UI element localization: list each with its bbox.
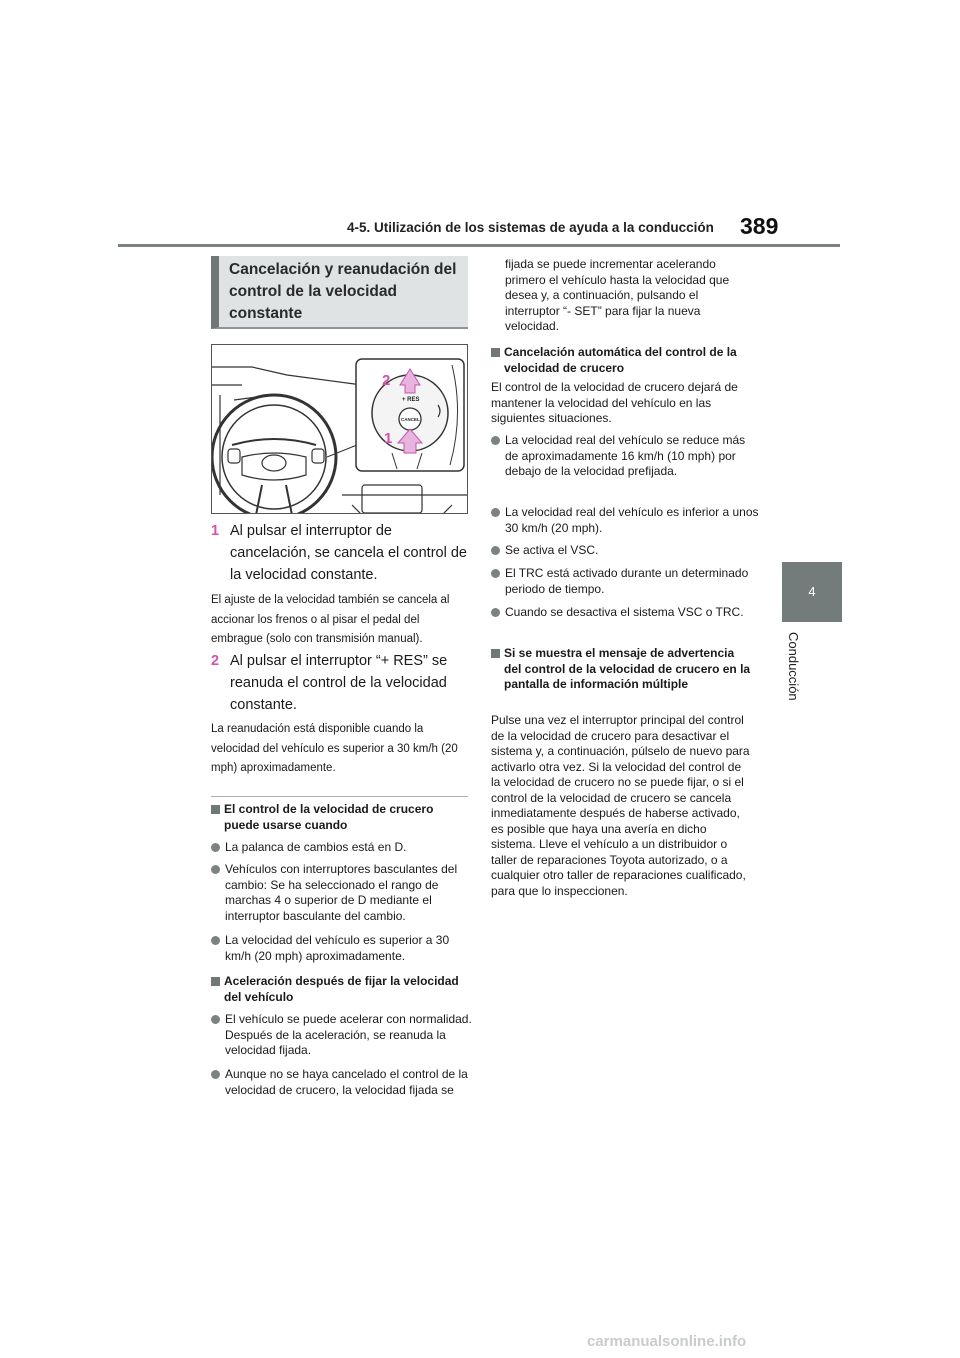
list-item: La velocidad real del vehículo se reduce más de aproximadamente 16 km/h (10 mph) por debajo de la velocidad prefijada. bbox=[491, 433, 754, 480]
list-item: El vehículo se puede acelerar con normalidad. Después de la aceleración, se reanuda la velocidad fijada. bbox=[211, 1012, 481, 1059]
section-heading-box bbox=[211, 256, 468, 329]
square-bullet-icon bbox=[491, 348, 500, 357]
header-title: 4-5. Utilización de los sistemas de ayuda a la conducción bbox=[347, 220, 714, 235]
callout-2: 2 bbox=[382, 372, 391, 389]
list-item bbox=[211, 1067, 468, 1098]
auto-cancel-intro: El control de la velocidad de crucero dejará de mantener la velocidad del vehículo en las siguientes situaciones. bbox=[491, 380, 738, 425]
res-switch-label: + RES bbox=[402, 397, 420, 403]
step-2 bbox=[211, 650, 468, 716]
warning-message-body: Pulse una vez el interruptor principal del control de la velocidad de crucero para desactivar el sistema y, a continuación, púlselo de nuevo para activarlo otra vez. Si la velocidad del control de la velocidad de crucero no se puede fijar, o si el control de la velocidad de crucero se cancela inmediatamente después de haberse activado, es posible que haya una avería en dicho sistema. Lleve el vehículo a un distribuidor o taller de reparaciones Toyota autorizado, o a cualquier otro taller de reparaciones cualificado, para que lo inspeccionen. bbox=[491, 713, 750, 898]
bullet-icon bbox=[211, 1015, 220, 1024]
step-2-text: Al pulsar el interruptor “+ RES” se reanuda el control de la velocidad constante. bbox=[230, 653, 448, 713]
step-2-number: 2 bbox=[211, 653, 220, 669]
switch-callout bbox=[356, 359, 464, 471]
list-item: El TRC está activado durante un determinado periodo de tiempo. bbox=[491, 566, 754, 597]
list-item: La velocidad del vehículo es superior a 30 km/h (20 mph) aproximadamente. bbox=[211, 933, 468, 964]
list-item-part-1: Aunque no se haya cancelado el control de la velocidad de crucero, la velocidad fijada se bbox=[225, 1067, 468, 1097]
divider bbox=[211, 796, 468, 797]
square-bullet-icon bbox=[211, 805, 220, 814]
bullet-icon bbox=[491, 546, 500, 555]
list-item: Vehículos con interruptores basculantes del cambio: Se ha seleccionado el rango de marchas 4 o superior de D mediante el interruptor basculante del cambio. bbox=[211, 862, 481, 924]
list-item: La palanca de cambios está en D. bbox=[211, 840, 468, 856]
bullet-icon bbox=[211, 843, 220, 852]
subheading-acceleration: Aceleración después de fijar la velocidad del vehículo bbox=[211, 974, 468, 1005]
bullet-icon bbox=[211, 936, 220, 945]
step-1-text: Al pulsar el interruptor de cancelación, se cancela el control de la velocidad constante. bbox=[230, 523, 467, 583]
steering-wheel-illustration bbox=[212, 345, 468, 514]
section-title: Cancelación y reanudación del control de la velocidad constante bbox=[229, 261, 457, 322]
page-number: 389 bbox=[740, 213, 779, 239]
subheading-warning-message: Si se muestra el mensaje de advertencia del control de la velocidad de crucero en la pantalla de información múltiple bbox=[491, 646, 752, 693]
bullet-icon bbox=[491, 508, 500, 517]
footer-watermark: carmanualsonline.info bbox=[587, 1333, 747, 1350]
steering-wheel-figure bbox=[211, 344, 468, 514]
bullet-icon bbox=[491, 569, 500, 578]
chapter-label: Conducción bbox=[786, 632, 801, 701]
bullet-icon bbox=[211, 865, 220, 874]
step-1 bbox=[211, 520, 468, 586]
square-bullet-icon bbox=[211, 977, 220, 986]
chapter-number: 4 bbox=[808, 584, 816, 599]
list-item: La velocidad real del vehículo es inferior a unos 30 km/h (20 mph). bbox=[491, 505, 765, 536]
bullet-icon bbox=[491, 436, 500, 445]
header-rule bbox=[118, 244, 840, 247]
subheading-auto-cancel: Cancelación automática del control de la velocidad de crucero bbox=[491, 345, 752, 376]
subheading-usable-when: El control de la velocidad de crucero puede usarse cuando bbox=[211, 802, 468, 833]
square-bullet-icon bbox=[491, 649, 500, 658]
callout-1: 1 bbox=[384, 430, 393, 447]
list-item: Cuando se desactiva el sistema VSC o TRC. bbox=[491, 605, 745, 621]
bullet-icon bbox=[211, 1070, 220, 1079]
list-item: Se activa el VSC. bbox=[491, 543, 754, 559]
note-2: La reanudación está disponible cuando la velocidad del vehículo es superior a 30 km/h (20 mph) aproximadamente. bbox=[211, 723, 458, 774]
step-1-number: 1 bbox=[211, 523, 220, 539]
cancel-switch-label: CANCEL bbox=[401, 417, 420, 422]
note-1: El ajuste de la velocidad también se cancela al accionar los frenos o al pisar el pedal del embrague (solo con transmisión manual). bbox=[211, 594, 450, 645]
list-item-continuation: fijada se puede incrementar acelerando primero el vehículo hasta la velocidad que desea y, a continuación, pulsando el interruptor “- SET” para fijar la nueva velocidad. bbox=[505, 257, 730, 333]
chapter-tab bbox=[782, 562, 842, 622]
bullet-icon bbox=[491, 608, 500, 617]
